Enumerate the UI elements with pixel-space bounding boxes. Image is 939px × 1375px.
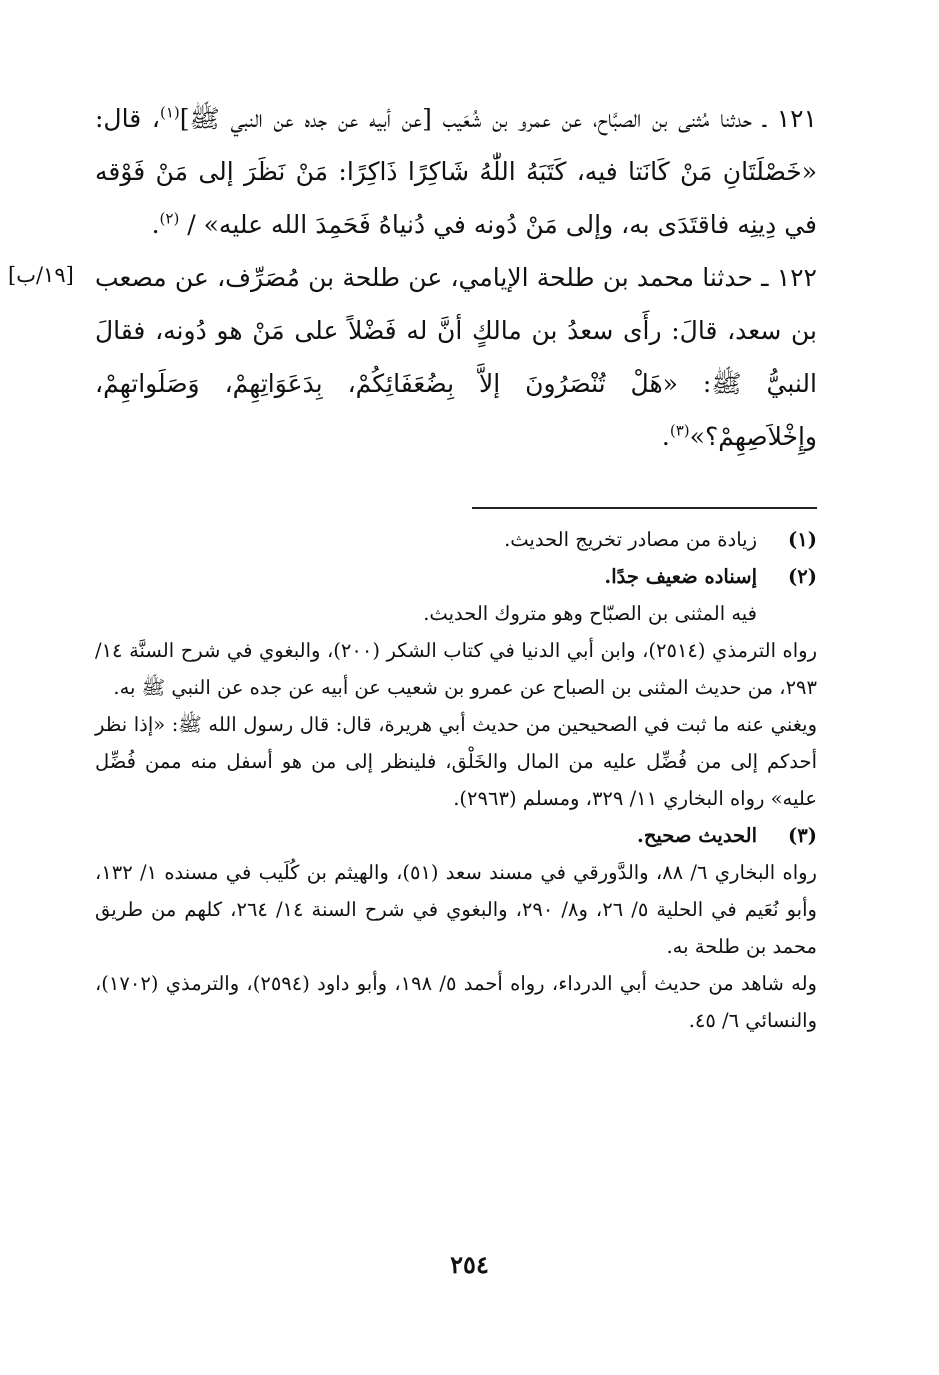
footnote-2 [95,558,817,632]
footnote-line: فيه المثنى بن الصبّاح وهو متروك الحديث. [423,602,757,625]
footnote-line: رواه الترمذي (٢٥١٤)، وابن أبي الدنيا في كتاب الشكر (٢٠٠)، والبغوي في شرح السنَّة ١٤/ ٢٩٣، من حديث المثنى بن الصباح عن عمرو بن شعيب عن أبيه عن جده عن النبي ﷺ به. [95,639,818,699]
footnote-body [95,817,757,854]
hadith-text: ١٢٢ ـ حدثنا محمد بن طلحة الإيامي، عن طلحة بن مُصَرِّف، عن مصعب بن سعد، قالَ: رأَى سعدُ بن مالكٍ أنَّ له فَضْلاً على مَنْ هو دُونه، فقالَ النبيُّ ﷺ: «هَلْ تُنْصَرُونَ إلاَّ بِضُعَفَائِكُمْ، بِدَعَوَاتِهِمْ، وَصَلَواتهِمْ، وإِخْلاَصِهِمْ؟» [95,263,817,451]
footnote-number: (٣) [788,824,817,847]
footnote-heading: الحديث صحيح. [637,824,757,847]
footnote-3 [95,817,817,854]
hadith-122 [95,251,817,463]
footnote-line: زيادة من مصادر تخريج الحديث. [504,528,757,551]
footnote-body [95,521,757,558]
page-number: ٢٥٤ [450,1250,489,1279]
footnote-ref[interactable]: (١) [159,103,180,122]
hadith-end: . [661,422,670,451]
footnote-number: (٢) [788,565,817,588]
manuscript-folio-ref: [١٩/ب] [8,263,74,287]
hadith-text: ١٢١ ـ حدثنا مُثنى بن الصبَّاح، عن عمرو بن شُعَيب [عن أبيه عن جده عن النبي ﷺ] [179,104,817,133]
footnote-body [95,558,757,632]
footnote-divider [472,507,817,509]
footnote-number: (١) [788,528,817,551]
hadith-121 [95,92,817,251]
footnote-line: وله شاهد من حديث أبي الدرداء، رواه أحمد ٥/ ١٩٨، وأبو داود (٢٥٩٤)، والترمذي (١٧٠٢)، والنسائي ٦/ ٤٥. [95,972,817,1032]
footnote-ref[interactable]: (٢) [159,209,180,228]
footnote-ref[interactable]: (٣) [669,421,690,440]
footnote-line: ويغني عنه ما ثبت في الصحيحين من حديث أبي هريرة، قال: قال رسول الله ﷺ: «إذا نظر أحدكم إلى من فُضِّل عليه من المال والخَلْق، فلينظر إلى من هو أسفل منه ممن فُضِّل عليه» رواه البخاري ١١/ ٣٢٩، ومسلم (٢٩٦٣). [95,713,817,810]
hadith-end: . [151,210,160,239]
footnotes [95,521,817,1039]
page-body [8,92,818,1039]
footnote-line: رواه البخاري ٦/ ٨٨، والدَّورقي في مسند سعد (٥١)، والهيثم بن كُلَيب في مسنده ١/ ١٣٢، وأبو نُعَيم في الحلية ٥/ ٢٦، و٨/ ٢٩٠، والبغوي في شرح السنة ١٤/ ٢٦٤، كلهم من طريق محمد بن طلحة به. [95,861,817,958]
footnote-heading: إسناده ضعيف جدًا. [604,565,757,588]
footnote-1 [95,521,817,558]
hadith-text: ، قال: «خَصْلَتَانِ مَنْ كَانَتا فيه، كَتَبَهُ اللّٰهُ شَاكِرًا ذَاكِرًا: مَنْ نَظَرَ إلى مَنْ فَوْقه في دِينِه فاقتَدَى به، وإلى مَنْ دُونه في دُنياهُ فَحَمِدَ الله عليه» / [95,104,817,239]
